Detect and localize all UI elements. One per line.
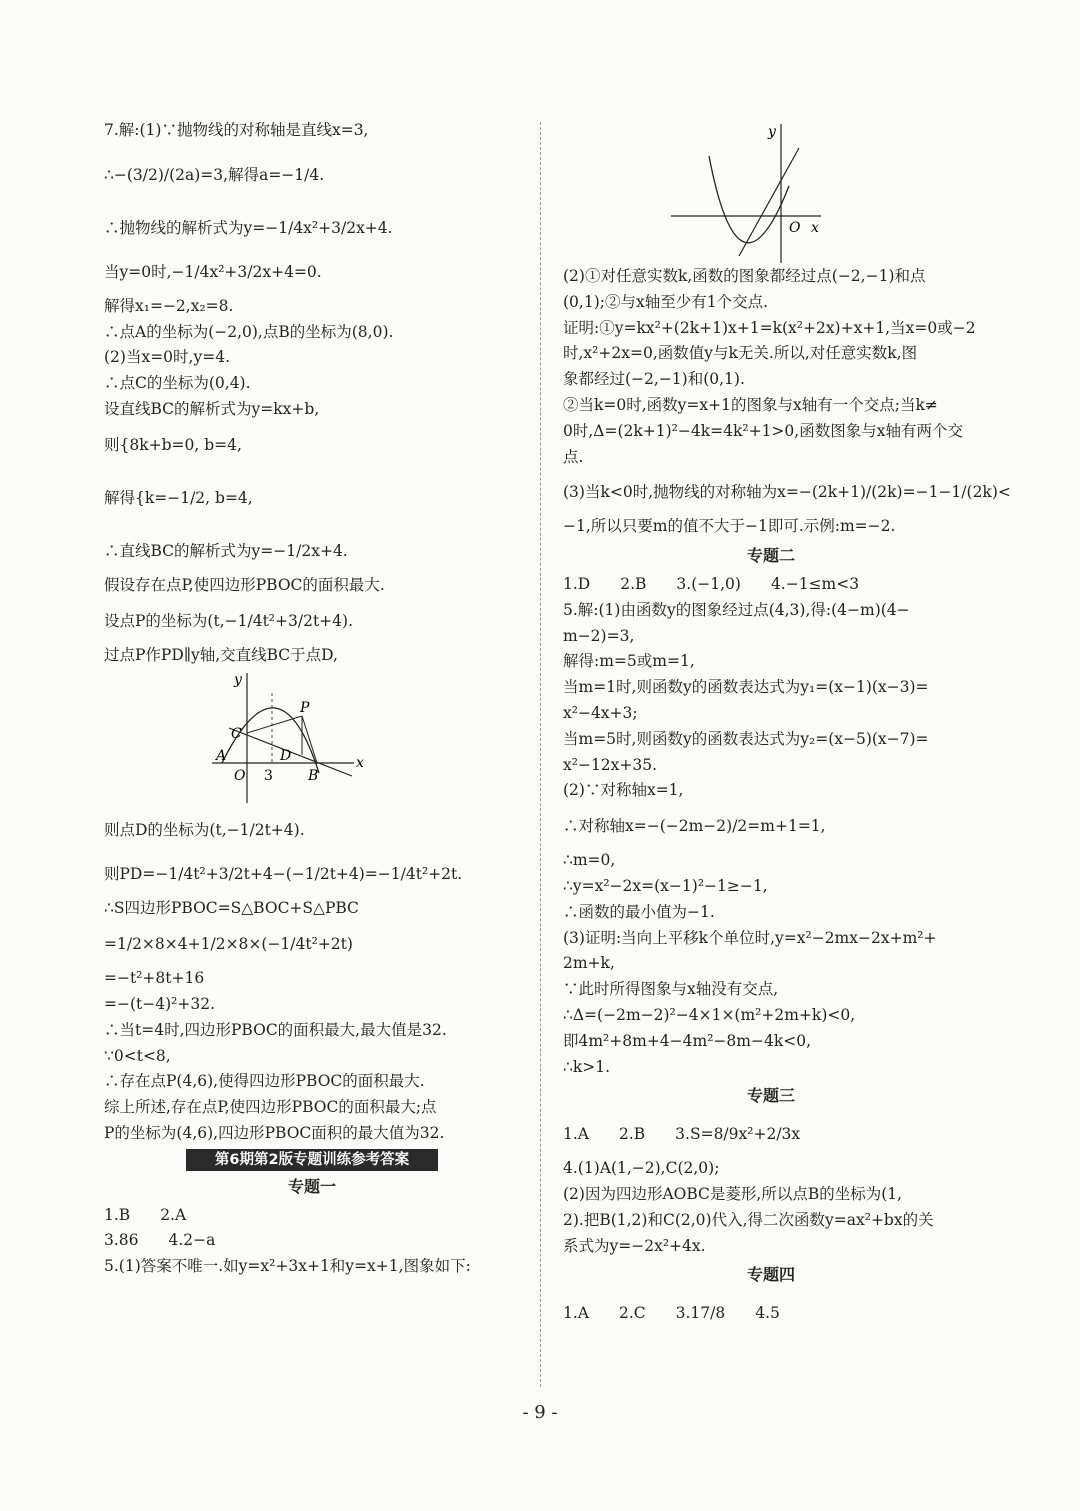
- text-line: ∵此时所得图象与x轴没有交点,: [563, 980, 779, 999]
- label-d: D: [280, 748, 292, 765]
- answer-item: 4.5: [755, 1304, 780, 1323]
- text-line: ∴直线BC的解析式为y=−1/2x+4.: [104, 541, 348, 560]
- line-graph: [739, 148, 799, 256]
- topic1-answers-row1: [104, 1203, 520, 1229]
- text-line: =1/2×8×4+1/2×8×(−1/4t²+2t): [104, 935, 353, 954]
- text-line: (2)因为四边形AOBC是菱形,所以点B的坐标为(1,: [563, 1184, 903, 1203]
- text-line: ∴点A的坐标为(−2,0),点B的坐标为(8,0).: [104, 322, 394, 341]
- text-line: ∴k>1.: [563, 1057, 611, 1076]
- text-line: 设直线BC的解析式为y=kx+b,: [104, 399, 320, 418]
- answer-item: 1.D: [563, 574, 591, 593]
- page-number: - 9 -: [522, 1402, 558, 1423]
- text-line: 象都经过(−2,−1)和(0,1).: [563, 370, 745, 389]
- parabola-figure: [104, 668, 520, 808]
- text-line: x²−4x+3;: [563, 703, 638, 722]
- text-line: ∴对称轴x=−(−2m−2)/2=m+1=1,: [563, 817, 826, 836]
- text-line: 即4m²+8m+4−4m²−8m−4k<0,: [563, 1031, 811, 1050]
- text-line: ∴m=0,: [563, 851, 616, 870]
- text-line: 解得{k=−1/2, b=4,: [104, 488, 253, 507]
- left-column: [104, 118, 520, 1280]
- label-3: 3: [264, 768, 273, 785]
- text-line: 0时,Δ=(2k+1)²−4k=4k²+1>0,函数图象与x轴有两个交: [563, 421, 963, 440]
- text-line: 4.(1)A(1,−2),C(2,0);: [563, 1159, 720, 1178]
- text-line: 则{8k+b=0, b=4,: [104, 435, 242, 454]
- label-c: C: [231, 726, 242, 743]
- text-line: 当m=1时,则函数y的函数表达式为y₁=(x−1)(x−3)=: [563, 678, 929, 697]
- answer-item: 3.(−1,0): [676, 574, 741, 593]
- text-line: 假设存在点P,使四边形PBOC的面积最大.: [104, 575, 385, 594]
- text-line: (2)①对任意实数k,函数的图象都经过点(−2,−1)和点: [563, 267, 926, 285]
- text-line: 证明:①y=kx²+(2k+1)x+1=k(x²+2x)+x+1,当x=0或−2: [563, 318, 976, 337]
- label-o: O: [789, 220, 801, 236]
- label-a: A: [216, 748, 227, 765]
- text-line: 点.: [563, 447, 584, 466]
- text-line: 解得x₁=−2,x₂=8.: [104, 296, 234, 315]
- text-line: ∴Δ=(−2m−2)²−4×1×(m²+2m+k)<0,: [563, 1005, 856, 1024]
- answer-item: 2.A: [160, 1205, 187, 1224]
- label-x: x: [811, 220, 819, 236]
- text-line: 5.解:(1)由函数y的图象经过点(4,3),得:(4−m)(4−: [563, 600, 910, 619]
- text-line: 2m+k,: [563, 954, 615, 973]
- text-line: 系式为y=−2x²+4x.: [563, 1236, 706, 1255]
- parabola-curve: [709, 156, 789, 243]
- topic4-answers: [563, 1291, 979, 1335]
- segment-pb: [302, 716, 317, 763]
- label-o: O: [234, 768, 246, 785]
- text-line: ∴S四边形PBOC=S△BOC+S△PBC: [104, 899, 359, 918]
- answer-item: 1.A: [563, 1304, 589, 1323]
- text-line: ∵0<t<8,: [104, 1046, 171, 1065]
- text-line: 则点D的坐标为(t,−1/2t+4).: [104, 821, 305, 840]
- topic4-heading: 专题四: [746, 1265, 795, 1285]
- text-line: ∴−(3/2)/(2a)=3,解得a=−1/4.: [104, 165, 325, 184]
- text-line: x²−12x+35.: [563, 755, 658, 774]
- label-b: B: [308, 768, 319, 785]
- label-y: y: [234, 672, 242, 689]
- text-line: ∴函数的最小值为−1.: [563, 902, 715, 921]
- answer-item: 2.B: [618, 1125, 646, 1144]
- topic1-answers-row2: [104, 1228, 520, 1254]
- text-line: 设点P的坐标为(t,−1/4t²+3/2t+4).: [104, 611, 353, 630]
- label-y: y: [768, 124, 776, 140]
- topic3-heading: 专题三: [746, 1086, 795, 1106]
- text-line: (2)当x=0时,y=4.: [104, 348, 231, 367]
- text-line: ∴y=x²−2x=(x−1)²−1≥−1,: [563, 876, 768, 895]
- line-pc: [247, 716, 302, 733]
- text-line: 则PD=−1/4t²+3/2t+4−(−1/2t+4)=−1/4t²+2t.: [104, 865, 463, 884]
- text-line: 当y=0时,−1/4x²+3/2x+4=0.: [104, 262, 322, 281]
- right-column: [563, 118, 1011, 1335]
- text-line: =−(t−4)²+32.: [104, 994, 215, 1013]
- answer-item: 3.S=8/9x²+2/3x: [675, 1125, 801, 1144]
- answer-item: 4.2−a: [168, 1231, 216, 1250]
- answer-item: 3.17/8: [675, 1304, 726, 1323]
- text-line: ②当k=0时,函数y=x+1的图象与x轴有一个交点;当k≠: [563, 395, 938, 414]
- text-line: =−t²+8t+16: [104, 969, 205, 988]
- text-line: 综上所述,存在点P,使四边形PBOC的面积最大;点: [104, 1098, 437, 1117]
- section-banner: 第6期第2版专题训练参考答案: [186, 1149, 438, 1171]
- text-line: ∴点C的坐标为(0,4).: [104, 374, 251, 393]
- answer-item: 2.C: [618, 1304, 646, 1323]
- text-line: (2)∵对称轴x=1,: [563, 781, 684, 800]
- text-line: ∴当t=4时,四边形PBOC的面积最大,最大值是32.: [104, 1020, 447, 1039]
- answer-item: 1.B: [104, 1205, 131, 1224]
- text-line: (3)当k<0时,抛物线的对称轴为x=−(2k+1)/(2k)=−1−1/(2k)<: [563, 483, 1011, 502]
- text-line: ∴抛物线的解析式为y=−1/4x²+3/2x+4.: [104, 218, 393, 237]
- text-line: 时,x²+2x=0,函数值y与k无关.所以,对任意实数k,图: [563, 344, 918, 363]
- topic2-answers: [563, 572, 979, 598]
- label-p: P: [300, 700, 310, 717]
- two-graphs-figure: [563, 118, 979, 264]
- answer-item: 4.−1≤m<3: [770, 574, 860, 593]
- text-line: −1,所以只要m的值不大于−1即可.示例:m=−2.: [563, 517, 896, 536]
- text-line: ∴存在点P(4,6),使得四边形PBOC的面积最大.: [104, 1072, 425, 1091]
- answer-item: 3.86: [104, 1231, 139, 1250]
- text-line: 过点P作PD∥y轴,交直线BC于点D,: [104, 645, 338, 664]
- answer-item: 1.A: [563, 1125, 589, 1144]
- label-x: x: [356, 755, 364, 772]
- text-line: 5.(1)答案不唯一.如y=x²+3x+1和y=x+1,图象如下:: [104, 1257, 471, 1276]
- text-line: 7.解:(1)∵抛物线的对称轴是直线x=3,: [104, 121, 369, 139]
- text-line: 2).把B(1,2)和C(2,0)代入,得二次函数y=ax²+bx的关: [563, 1210, 934, 1229]
- text-line: (0,1);②与x轴至少有1个交点.: [563, 292, 768, 311]
- text-line: (3)证明:当向上平移k个单位时,y=x²−2mx−2x+m²+: [563, 928, 937, 947]
- text-line: 当m=5时,则函数y的函数表达式为y₂=(x−5)(x−7)=: [563, 729, 929, 748]
- topic1-heading: 专题一: [287, 1176, 336, 1196]
- topic2-heading: 专题二: [746, 546, 795, 566]
- column-divider: [540, 122, 541, 1387]
- text-line: P的坐标为(4,6),四边形PBOC面积的最大值为32.: [104, 1123, 445, 1142]
- answer-item: 2.B: [620, 574, 647, 593]
- text-line: m−2)=3,: [563, 626, 635, 645]
- text-line: 解得:m=5或m=1,: [563, 652, 695, 671]
- topic3-answers: [563, 1112, 979, 1156]
